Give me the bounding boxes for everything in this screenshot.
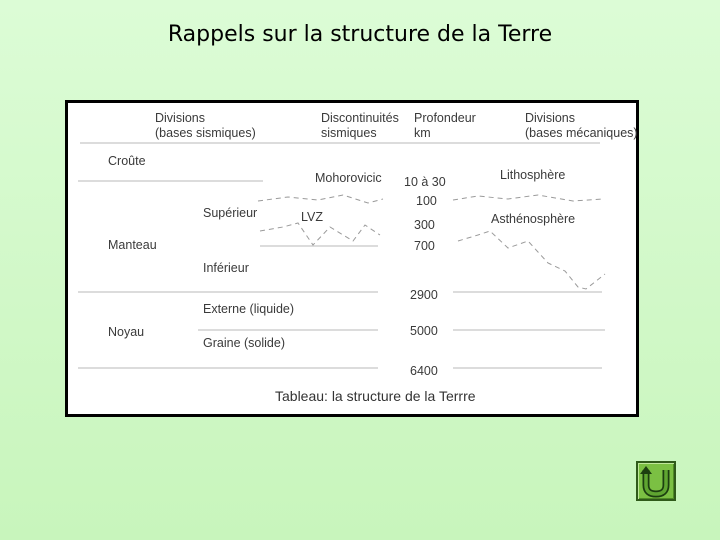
u-turn-back-icon xyxy=(638,463,674,499)
table-lines xyxy=(68,103,636,414)
header-sismic-divisions: Divisions (bases sismiques) xyxy=(155,111,256,140)
discontinuity-moho: Mohorovicic xyxy=(315,171,382,185)
sublayer-outer-core: Externe (liquide) xyxy=(203,302,295,316)
asthenosphere-base-dashed xyxy=(458,231,605,289)
layer-mantle: Manteau xyxy=(108,238,157,252)
mechanical-lithosphere: Lithosphère xyxy=(500,168,566,182)
depth-2900: 2900 xyxy=(410,288,438,302)
layer-crust: Croûte xyxy=(108,154,146,168)
back-button[interactable] xyxy=(636,461,676,501)
mechanical-asthenosphere: Asthénosphère xyxy=(491,212,576,226)
depth-moho: 10 à 30 xyxy=(404,175,446,189)
header-mechanical-divisions: Divisions (bases mécaniques) xyxy=(525,111,638,140)
sublayer-lower-mantle: Inférieur xyxy=(203,261,249,275)
header-discontinuities: Discontinuités sismiques xyxy=(321,111,399,140)
earth-structure-table xyxy=(65,100,639,417)
sublayer-inner-core: Graine (solide) xyxy=(203,336,285,350)
depth-300: 300 xyxy=(414,218,435,232)
depth-100: 100 xyxy=(416,194,437,208)
lvz-bottom-dashed xyxy=(260,223,380,245)
header-depth: Profondeur km xyxy=(414,111,476,140)
sublayer-upper-mantle: Supérieur xyxy=(203,206,258,220)
lvz-top-dashed xyxy=(258,195,383,203)
layer-core: Noyau xyxy=(108,325,145,339)
depth-700: 700 xyxy=(414,239,435,253)
depth-6400: 6400 xyxy=(410,364,438,378)
table-caption: Tableau: la structure de la Terrre xyxy=(275,388,476,404)
lithosphere-base-dashed xyxy=(453,195,603,201)
depth-5000: 5000 xyxy=(410,324,438,338)
discontinuity-lvz: LVZ xyxy=(301,210,323,224)
slide-title: Rappels sur la structure de la Terre xyxy=(167,22,553,47)
